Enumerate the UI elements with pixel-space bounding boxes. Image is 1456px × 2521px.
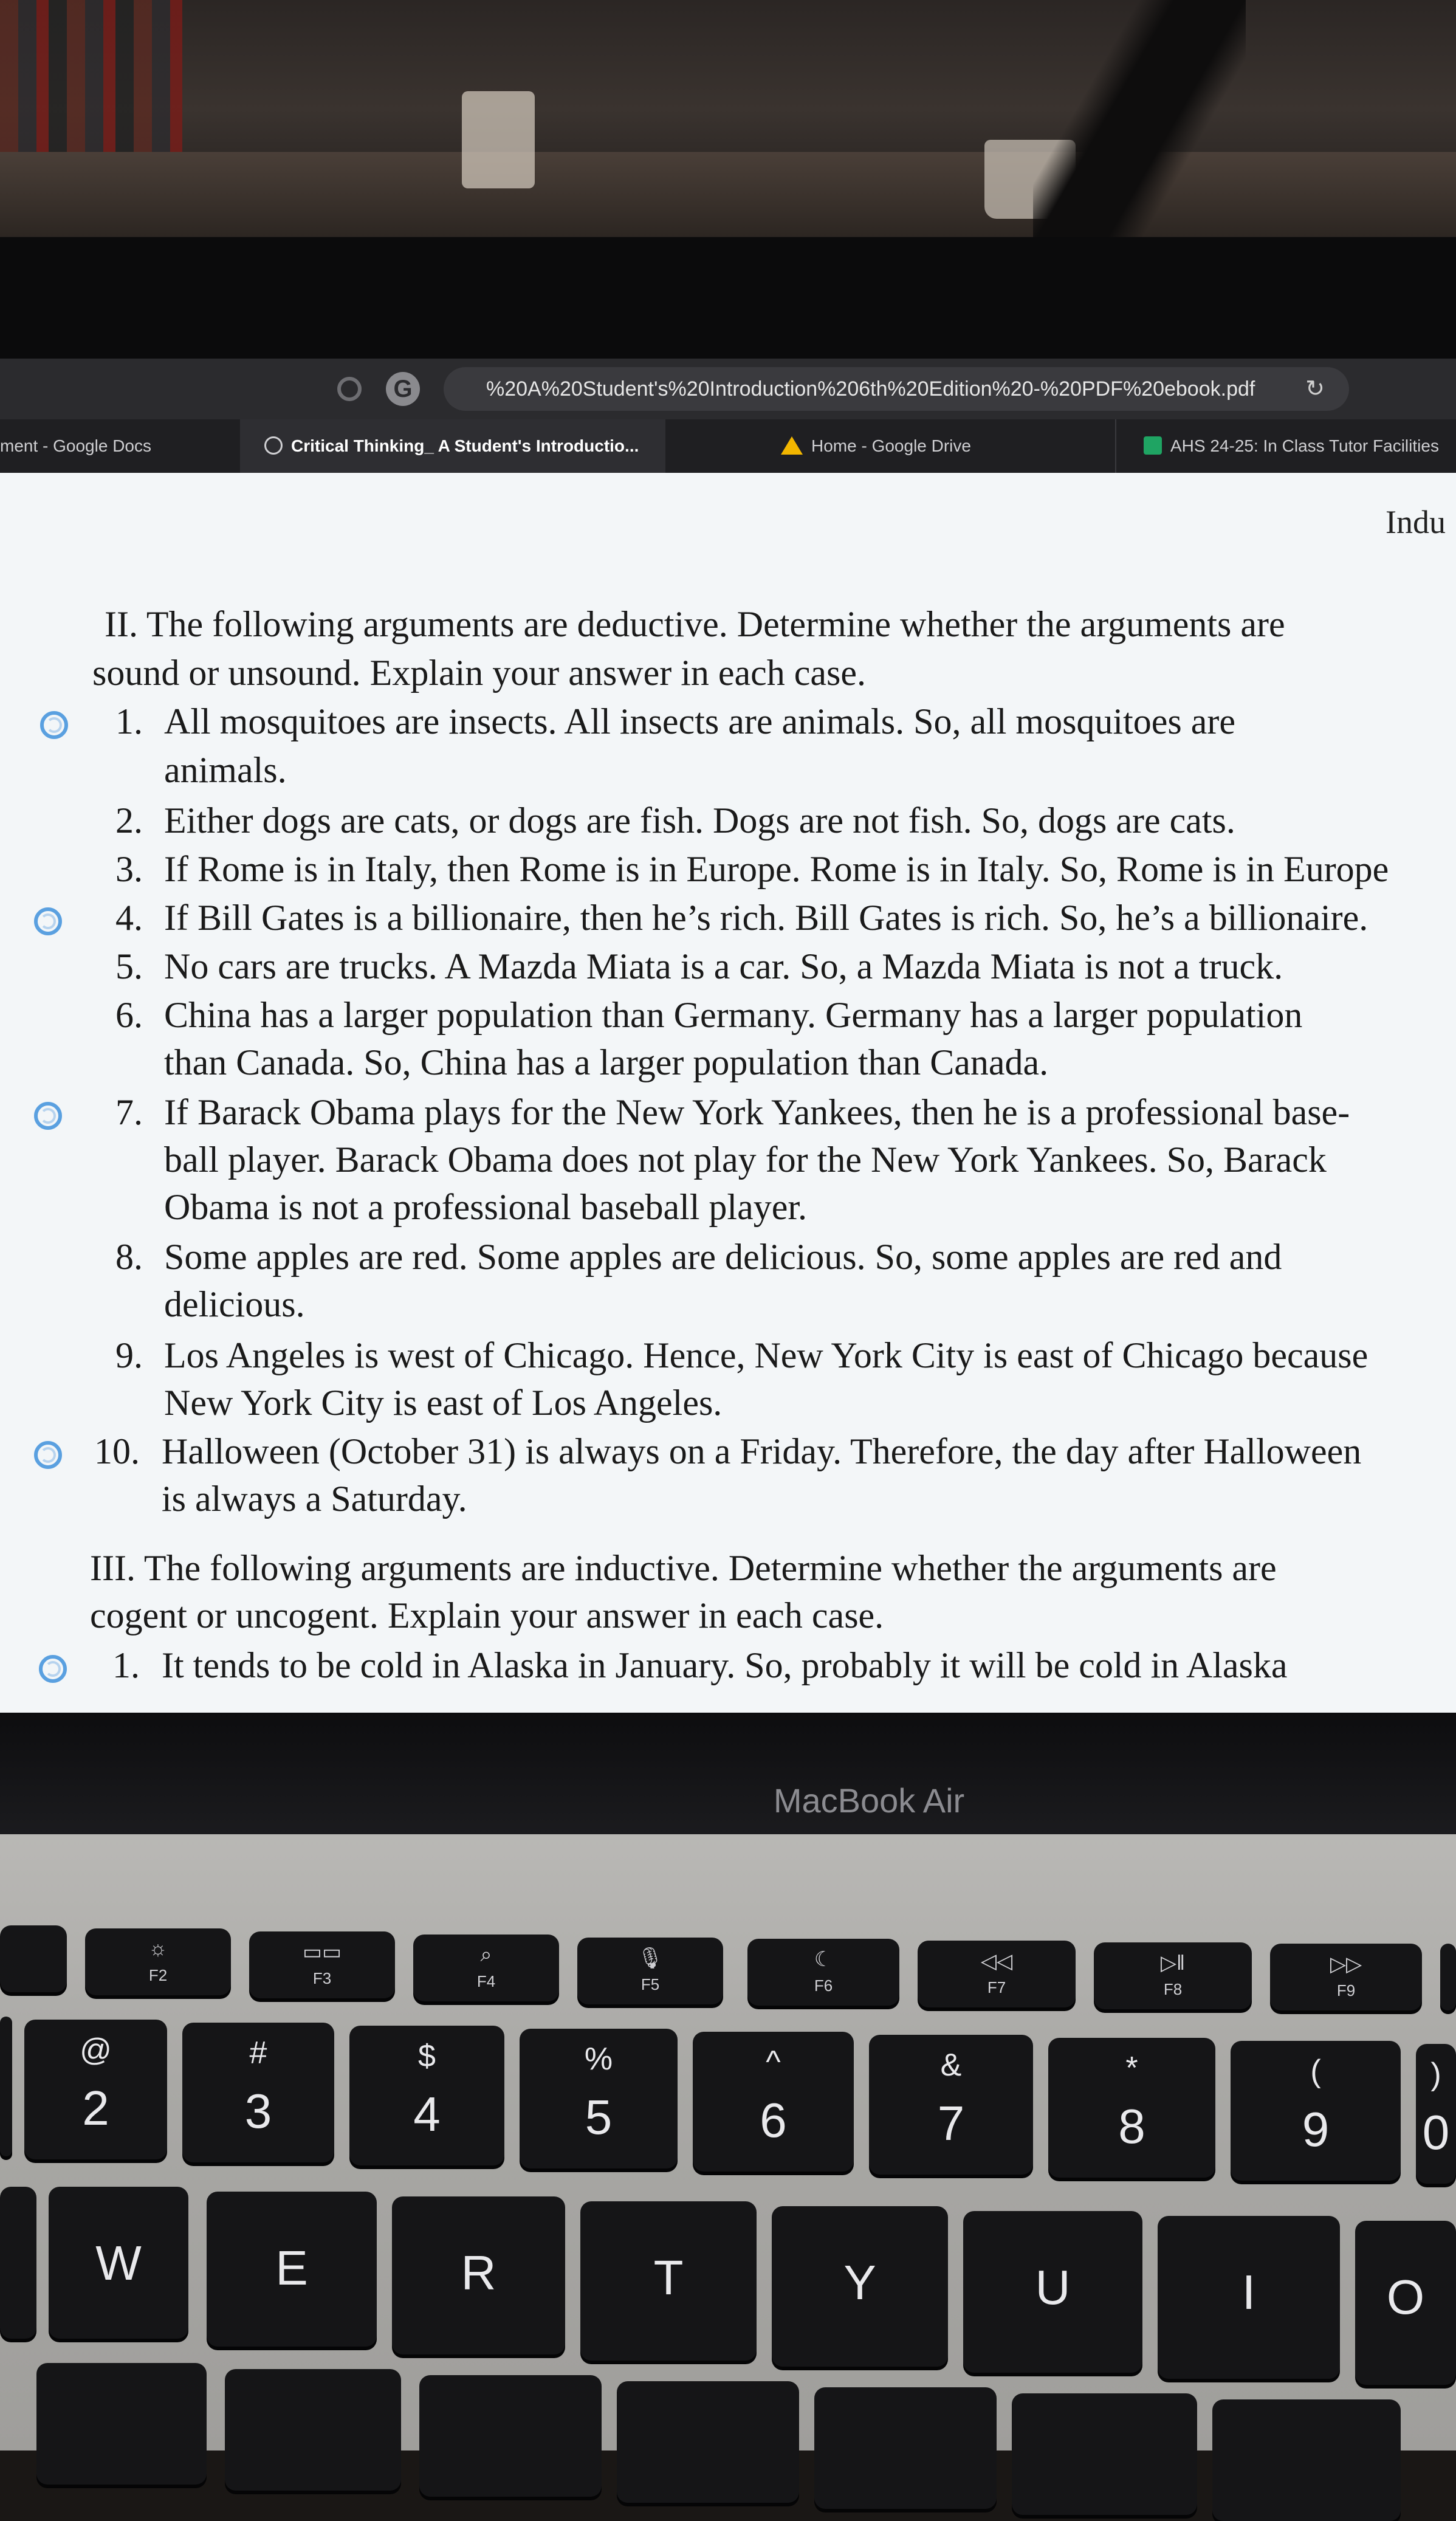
key-f4[interactable]: ⌕ F4 [413, 1935, 559, 2001]
key-1-partial[interactable] [0, 2017, 12, 2156]
tab-google-docs[interactable] [0, 419, 240, 473]
item-number: 3. [115, 849, 143, 889]
key-0[interactable]: ) 0 [1416, 2044, 1456, 2184]
item-text: is always a Saturday. [162, 1479, 467, 1519]
spotlight-search-icon: ⌕ [480, 1943, 492, 1966]
item-text: Obama is not a professional baseball player. [164, 1187, 808, 1227]
key-7[interactable]: & 7 [869, 2035, 1033, 2175]
item-text: animals. [164, 750, 287, 790]
key-w[interactable]: W [49, 2187, 188, 2339]
item-text: China has a larger population than Germany. Germany has a larger population [164, 995, 1303, 1035]
item-text: Halloween (October 31) is always on a Friday. Therefore, the day after Halloween [162, 1431, 1362, 1471]
item-number: 2. [115, 800, 143, 841]
item-text: ball player. Barack Obama does not play for the New York Yankees. So, Barack [164, 1140, 1327, 1180]
item-text: All mosquitoes are insects. All insects are animals. So, all mosquitoes are [164, 701, 1235, 741]
fast-forward-icon: ▷▷ [1330, 1953, 1362, 1976]
dictation-microphone-icon: 🎙 [637, 1947, 664, 1970]
key-f8[interactable]: ▷‖ F8 [1094, 1942, 1252, 2009]
key-f10-partial[interactable] [1440, 1944, 1456, 2010]
key-q-partial[interactable] [0, 2187, 36, 2339]
key-r[interactable]: R [392, 2196, 565, 2354]
item-number: 6. [115, 995, 143, 1035]
annotation-radio-button[interactable] [34, 907, 62, 935]
item-text: It tends to be cold in Alaska in January. So, probably it will be cold in Alaska [162, 1645, 1288, 1685]
key-j[interactable] [1012, 2393, 1197, 2515]
dark-object [1033, 0, 1246, 243]
address-bar[interactable] [444, 367, 1349, 411]
item-number: 10. [94, 1431, 140, 1471]
keyboard-deck [0, 1834, 1456, 2450]
laptop-brand-label: MacBook Air [773, 1781, 965, 1820]
key-t[interactable]: T [580, 2201, 757, 2361]
tab-label: Home - Google Drive [811, 436, 971, 455]
item-text: delicious. [164, 1284, 305, 1324]
play-pause-icon: ▷‖ [1160, 1952, 1186, 1975]
annotation-radio-button[interactable] [39, 1655, 67, 1683]
key-6[interactable]: ^ 6 [693, 2032, 854, 2172]
key-f6[interactable]: ☾ F6 [747, 1939, 899, 2006]
key-o[interactable]: O [1355, 2221, 1456, 2385]
screen-top-bezel [0, 237, 1456, 365]
item-number: 1. [115, 701, 143, 741]
key-u[interactable]: U [963, 2211, 1142, 2373]
key-e[interactable]: E [207, 2192, 377, 2347]
tab-ahs-sheet[interactable] [1115, 419, 1456, 473]
item-number: 9. [115, 1335, 143, 1375]
item-number: 1. [112, 1645, 140, 1685]
key-k[interactable] [1212, 2399, 1401, 2521]
item-number: 7. [115, 1092, 143, 1132]
key-f2[interactable]: ☼ F2 [85, 1928, 231, 1995]
tab-google-drive[interactable] [665, 419, 1115, 473]
item-text: Some apples are red. Some apples are delicious. So, some apples are red and [164, 1237, 1282, 1277]
key-h[interactable] [814, 2387, 997, 2509]
key-f3[interactable]: ▭▭ F3 [249, 1931, 395, 1998]
running-header: Indu [1386, 504, 1446, 540]
browser-toolbar [0, 359, 1456, 419]
tab-strip [0, 419, 1456, 473]
room-background [0, 0, 1456, 243]
key-f9[interactable]: ▷▷ F9 [1270, 1944, 1422, 2010]
tab-label: AHS 24-25: In Class Tutor Facilities [1170, 436, 1439, 455]
item-number: 8. [115, 1237, 143, 1277]
annotation-radio-button[interactable] [34, 1102, 62, 1130]
item-text: Either dogs are cats, or dogs are fish. Dogs are not fish. So, dogs are cats. [164, 800, 1235, 841]
brightness-up-icon: ☼ [148, 1937, 168, 1960]
key-i[interactable]: I [1158, 2216, 1340, 2379]
item-text: If Bill Gates is a billionaire, then he’s rich. Bill Gates is rich. So, he’s a billionaire. [164, 898, 1368, 938]
google-sheets-icon [1144, 436, 1162, 455]
key-d[interactable] [225, 2369, 401, 2491]
key-s[interactable] [36, 2363, 207, 2485]
grammarly-extension-icon[interactable]: G [386, 372, 420, 406]
pdf-page [0, 473, 1456, 1713]
item-text: New York City is east of Los Angeles. [164, 1383, 723, 1423]
tab-label: ment - Google Docs [0, 436, 151, 455]
key-g[interactable] [617, 2381, 799, 2503]
key-8[interactable]: * 8 [1048, 2038, 1215, 2178]
mission-control-icon: ▭▭ [302, 1941, 342, 1964]
key-y[interactable]: Y [772, 2206, 948, 2367]
key-f1-partial[interactable] [0, 1925, 67, 1992]
section3-heading: III. The following arguments are inductive. Determine whether the arguments are [90, 1548, 1277, 1588]
key-9[interactable]: ( 9 [1231, 2041, 1401, 2181]
section2-heading: II. The following arguments are deductive. Determine whether the arguments are [105, 604, 1285, 644]
item-text: If Barack Obama plays for the New York Yankees, then he is a professional base- [164, 1092, 1350, 1132]
google-drive-icon [781, 436, 803, 455]
do-not-disturb-moon-icon: ☾ [814, 1948, 833, 1971]
key-4[interactable]: $ 4 [349, 2026, 504, 2165]
section2-heading: sound or unsound. Explain your answer in each case. [92, 653, 867, 693]
key-3[interactable]: # 3 [182, 2023, 334, 2162]
item-number: 5. [115, 946, 143, 986]
item-text: Los Angeles is west of Chicago. Hence, New York City is east of Chicago because [164, 1335, 1368, 1375]
key-2[interactable]: @ 2 [24, 2020, 167, 2159]
section3-heading: cogent or uncogent. Explain your answer in each case. [90, 1595, 884, 1635]
item-text: If Rome is in Italy, then Rome is in Europe. Rome is in Italy. So, Rome is in Europe [164, 849, 1389, 889]
annotation-radio-button[interactable] [40, 711, 68, 739]
tab-critical-thinking-pdf[interactable] [240, 419, 665, 473]
key-5[interactable]: % 5 [520, 2029, 678, 2168]
key-f5[interactable]: 🎙 F5 [577, 1938, 723, 2004]
item-text: than Canada. So, China has a larger population than Canada. [164, 1042, 1049, 1082]
pdf-tab-icon [264, 436, 283, 455]
url-text: %20A%20Student's%20Introduction%206th%20Edition%20-%20PDF%20ebook.pdf [486, 377, 1255, 401]
item-number: 4. [115, 898, 143, 938]
lamp [462, 91, 535, 188]
rewind-icon: ◁◁ [980, 1950, 1013, 1973]
reload-icon[interactable]: ↻ [1305, 376, 1325, 402]
annotation-radio-button[interactable] [34, 1441, 62, 1469]
tab-label: Critical Thinking_ A Student's Introductio... [291, 436, 639, 455]
key-f7[interactable]: ◁◁ F7 [918, 1941, 1076, 2007]
key-f[interactable] [419, 2375, 602, 2497]
shield-icon[interactable] [337, 377, 362, 401]
item-text: No cars are trucks. A Mazda Miata is a car. So, a Mazda Miata is not a truck. [164, 946, 1283, 986]
